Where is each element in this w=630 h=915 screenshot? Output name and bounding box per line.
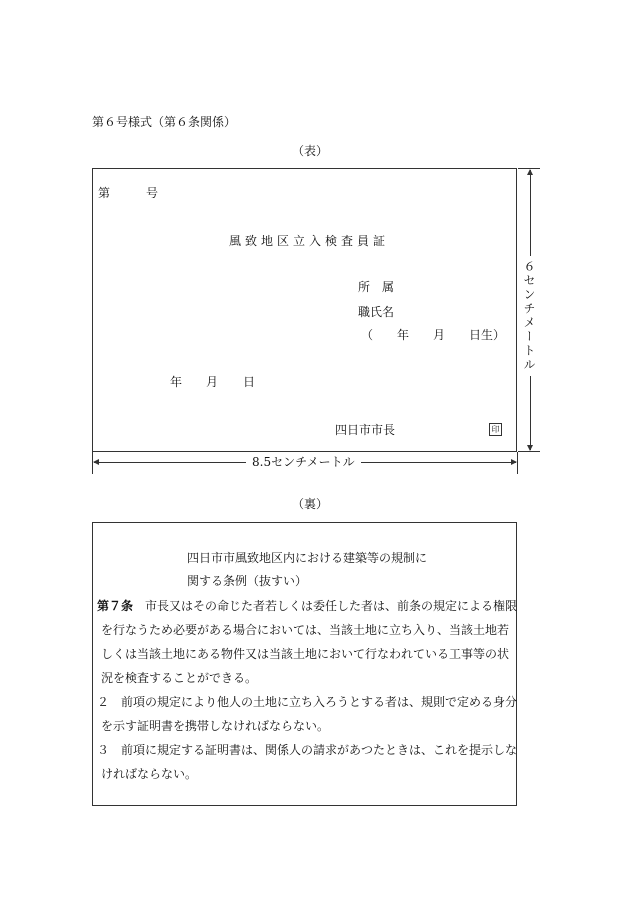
law-title-line-1: 四日市市風致地区内における建築等の規制に (187, 551, 428, 565)
article-line: を行なうため必要がある場合においては、当該土地に立ち入り、当該土地若 (101, 623, 510, 637)
article-label: 第７条 (97, 599, 134, 613)
card-number-suffix: 号 (146, 186, 159, 200)
birth-date-line: （ 年 月 日生） (361, 328, 506, 342)
paragraph-line: を示す証明書を携帯しなければならない。 (101, 719, 330, 733)
height-dim-arrow-up (527, 169, 533, 175)
width-dim-arrow-right (511, 459, 517, 465)
paragraph-line: ければならない。 (101, 767, 198, 781)
article-line: 市長又はその命じた者若しくは委任した者は、前条の規定による権限 (145, 599, 518, 613)
back-heading: （裏） (292, 497, 329, 511)
paragraph-2-number: ２ (97, 695, 110, 709)
law-title-line-2: 関する条例（抜すい） (187, 574, 308, 588)
article-line: 況を検査することができる。 (101, 671, 258, 685)
width-dim-arrow-left (93, 459, 99, 465)
issue-month-label: 月 (206, 375, 219, 389)
paragraph-line: 前項の規定により他人の土地に立ち入ろうとする者は、規則で定める身分 (121, 695, 518, 709)
issuer-name: 四日市市長 (335, 423, 396, 437)
card-number-prefix: 第 (98, 186, 111, 200)
back-card (92, 522, 517, 806)
height-dimension-label: ６センチメートル (523, 256, 535, 376)
height-dim-arrow-down (527, 445, 533, 451)
width-dimension-label: 8.5センチメートル (246, 456, 361, 468)
form-title: 第６号様式（第６条関係） (92, 115, 237, 129)
front-heading: （表） (292, 144, 329, 158)
front-card (92, 168, 517, 452)
article-line: しくは当該土地にある物件又は当該土地において行なわれている工事等の状 (101, 647, 510, 661)
seal-mark: 印 (489, 423, 502, 436)
affiliation-label: 所 属 (358, 280, 395, 294)
issue-day-label: 日 (243, 375, 256, 389)
paragraph-3-number: ３ (97, 743, 110, 757)
card-title: 風致地区立入検査員証 (229, 234, 390, 248)
height-dim-bottom-tick (518, 451, 540, 452)
width-dim-right-tick (517, 452, 518, 474)
paragraph-line: 前項に規定する証明書は、関係人の請求があつたときは、これを提示しな (121, 743, 518, 757)
issue-year-label: 年 (170, 375, 183, 389)
name-label: 職氏名 (358, 305, 395, 319)
